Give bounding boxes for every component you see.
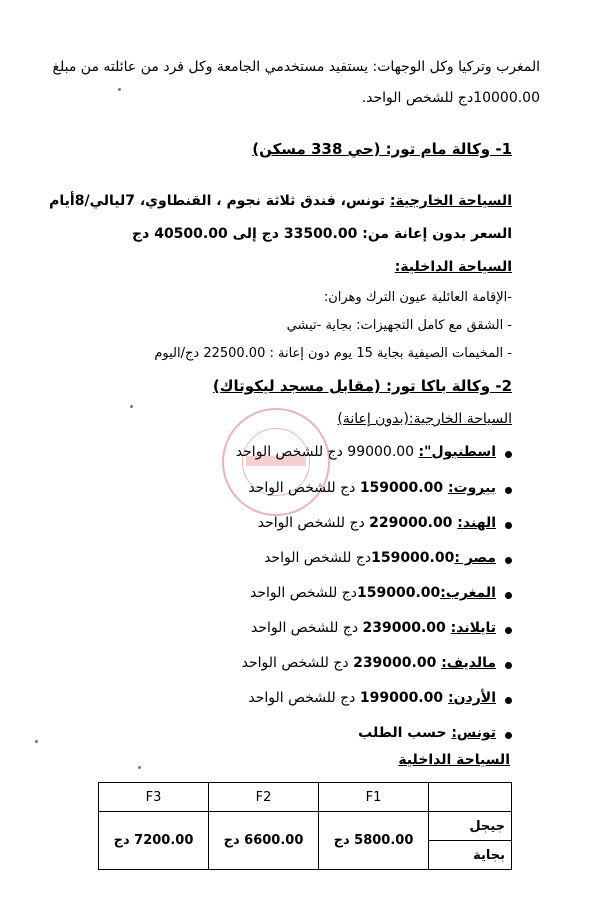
bullet-icon (505, 451, 512, 458)
destination-item: بيروت: 159000.00 دج للشخص الواحد (248, 480, 496, 496)
table-header-row (99, 783, 512, 812)
table-row-label: جيجل (429, 812, 512, 841)
bullet-icon (505, 487, 512, 494)
scan-speck (138, 766, 141, 769)
destination-item: مالديف: 239000.00 دج للشخص الواحد (241, 655, 496, 671)
domestic-prices-table (98, 782, 512, 870)
agency2-internal-label: السياحة الداخلية (398, 752, 510, 768)
destination-item: المغرب:159000.00دج للشخص الواحد (249, 585, 496, 601)
intro-line-1: المغرب وتركيا وكل الوجهات: يستفيد مستخدمي الجامعة وكل فرد من عائلته من مبلغ (52, 59, 540, 75)
destination-item: تونس: حسب الطلب (358, 725, 496, 741)
bullet-icon (505, 697, 512, 704)
bullet-icon (505, 557, 512, 564)
agency1-price: السعر بدون إعانة من: 33500.00 دج إلى 40500.00 دج (132, 226, 512, 242)
table-cell: 7200.00 دج (99, 812, 209, 870)
agency1-external-text: تونس، فندق ثلاثة نجوم ، القنطاوي، 7ليالي/8أيام (49, 193, 390, 209)
agency1-internal-item: - المخيمات الصيفية بجاية 15 يوم دون إعانة : 22500.00 دج/اليوم (154, 346, 512, 361)
bullet-icon (505, 522, 512, 529)
intro-line-2: 10000.00دج للشخص الواحد. (361, 90, 540, 106)
destination-item: الأردن: 199000.00 دج للشخص الواحد (248, 690, 496, 706)
table-cell: 6600.00 دج (209, 812, 319, 870)
table-row (99, 812, 512, 841)
bullet-icon (505, 592, 512, 599)
scan-speck (35, 740, 38, 743)
agency1-external-line (49, 193, 512, 209)
destination-item: الهند: 229000.00 دج للشخص الواحد (257, 515, 496, 531)
destination-item: مصر :159000.00دج للشخص الواحد (264, 550, 496, 566)
table-header-cell: F2 (209, 783, 319, 812)
table-header-cell (429, 783, 512, 812)
agency1-title: 1- وكالة مام تور: (حي 338 مسكن) (252, 140, 512, 158)
bullet-icon (505, 732, 512, 739)
agency1-internal-item: - الشقق مع كامل التجهيزات: بجاية -تيشي (286, 318, 512, 333)
table-cell: 5800.00 دج (319, 812, 429, 870)
scan-speck (130, 405, 133, 408)
table-header-cell: F3 (99, 783, 209, 812)
agency1-internal-item: -الإقامة العائلية عيون الترك وهران: (323, 290, 512, 305)
agency1-external-label: السياحة الخارجية: (389, 193, 512, 209)
destination-item: تايلاند: 239000.00 دج للشخص الواحد (251, 620, 496, 636)
agency2-external-label: السياحة الخارجية:(بدون إعانة) (337, 411, 512, 427)
table-row-label: بجاية (429, 841, 512, 870)
table-header-cell: F1 (319, 783, 429, 812)
official-stamp (222, 408, 330, 516)
scan-speck (118, 88, 121, 91)
agency1-internal-label: السياحة الداخلية: (394, 259, 512, 275)
agency2-title: 2- وكالة باكا تور: (مقابل مسجد ليكوتاك) (212, 377, 512, 395)
destination-item: اسطنبول": 99000.00 دج للشخص الواحد (235, 444, 496, 460)
bullet-icon (505, 627, 512, 634)
bullet-icon (505, 662, 512, 669)
